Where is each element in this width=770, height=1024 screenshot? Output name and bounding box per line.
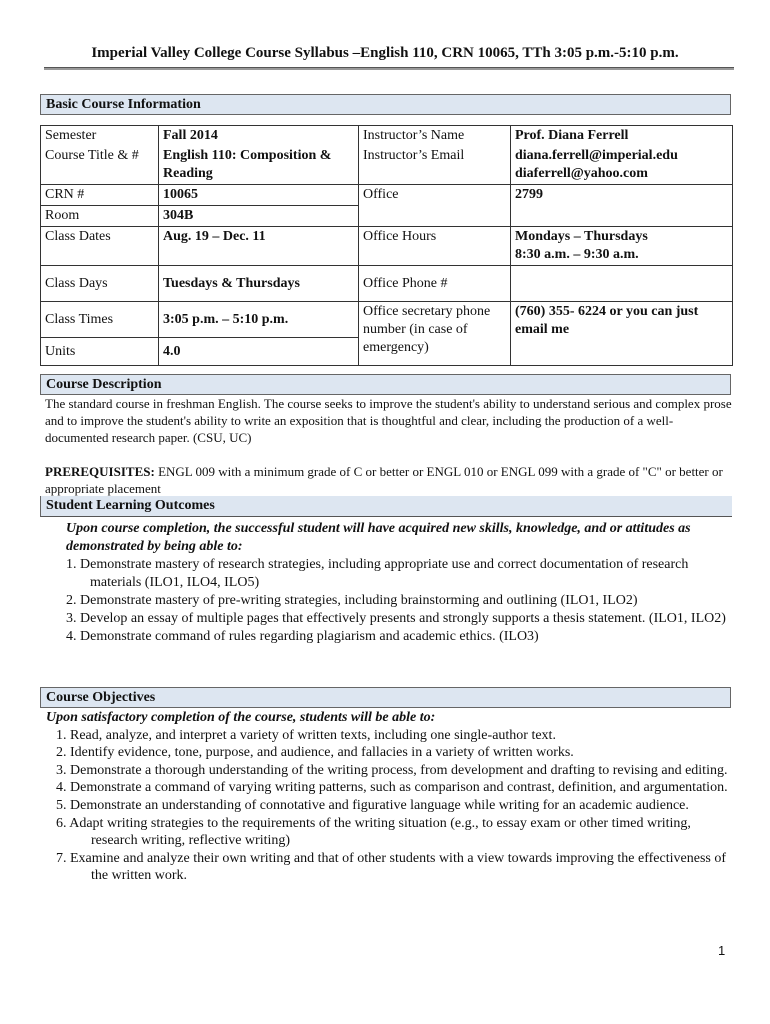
list-item: 3. Develop an essay of multiple pages that effectively presents and strongly supports a thesis statement. (ILO1, ILO2) (66, 611, 726, 626)
room-value: 304B (159, 206, 359, 227)
title-divider (44, 67, 734, 70)
page-title: Imperial Valley College Course Syllabus –English 110, CRN 10065, TTh 3:05 p.m.-5:10 p.m. (91, 45, 679, 61)
instructor-email-label: Instructor’s Email (359, 146, 511, 185)
list-item: 4. Demonstrate command of rules regarding plagiarism and academic ethics. (ILO3) (66, 629, 539, 644)
class-dates-value: Aug. 19 – Dec. 11 (159, 227, 359, 266)
objectives-list (46, 727, 736, 885)
list-item: 3. Demonstrate a thorough understanding of the writing process, from development and drafting to revising and editing. (56, 762, 728, 778)
office-hours-label: Office Hours (359, 227, 511, 266)
office-value: 2799 (511, 185, 733, 227)
secretary-phone-value: (760) 355- 6224 or you can just email me (511, 302, 733, 366)
course-info-table (40, 125, 733, 366)
course-description-heading: Course Description (40, 374, 731, 395)
course-title-value: English 110: Composition & Reading (159, 146, 359, 185)
prerequisites-paragraph (45, 463, 735, 497)
slo-list (66, 556, 742, 646)
course-description-text: The standard course in freshman English. The course seeks to improve the student's ability to understand serious and complex prose and to improve the student's ability to write an exposition that is thoughtful and clear, including the production of a well-documented research paper. (CSU, UC) (45, 396, 732, 445)
list-item: 2. Demonstrate mastery of pre-writing strategies, including brainstorming and outlining (ILO1, ILO2) (66, 593, 638, 608)
class-dates-label: Class Dates (41, 227, 159, 266)
office-hours-days: Mondays – Thursdays (515, 229, 648, 244)
instructor-name-label: Instructor’s Name (359, 126, 511, 147)
list-item: 1. Read, analyze, and interpret a variety of written texts, including one single-author text. (56, 727, 556, 743)
office-hours-times: 8:30 a.m. – 9:30 a.m. (515, 247, 639, 262)
list-item: 6. Adapt writing strategies to the requirements of the writing situation (e.g., to essay exam or other timed writing, research writing, reflective writing) (56, 815, 691, 849)
office-hours-cell (511, 227, 733, 266)
course-objectives-heading: Course Objectives (40, 687, 731, 708)
office-phone-value (511, 266, 733, 302)
list-item: 7. Examine and analyze their own writing and that of other students with a view towards improving the effectiveness of the written work. (56, 850, 727, 884)
slo-intro: Upon course completion, the successful student will have acquired new skills, knowledge, and or attitudes as demonstrated by being able to: (66, 521, 691, 554)
room-label: Room (41, 206, 159, 227)
instructor-name-value: Prof. Diana Ferrell (511, 126, 733, 147)
course-title-label: Course Title & # (41, 146, 159, 185)
crn-value: 10065 (159, 185, 359, 206)
secretary-phone-label: Office secretary phone number (in case of emergency) (359, 302, 511, 366)
units-label: Units (41, 338, 159, 366)
objectives-intro: Upon satisfactory completion of the course, students will be able to: (46, 710, 436, 725)
office-phone-label: Office Phone # (359, 266, 511, 302)
semester-value: Fall 2014 (159, 126, 359, 147)
page-number: 1 (718, 943, 726, 958)
list-item: 1. Demonstrate mastery of research strategies, including appropriate use and correct documentation of research materials (ILO1, ILO4, ILO5) (66, 557, 689, 590)
list-item: 2. Identify evidence, tone, purpose, and audience, and fallacies in a variety of written works. (56, 745, 574, 761)
class-days-label: Class Days (41, 266, 159, 302)
instructor-email-secondary[interactable]: diaferrell@yahoo.com (515, 166, 648, 181)
prerequisites-text: ENGL 009 with a minimum grade of C or better or ENGL 010 or ENGL 099 with a grade of "C" or better or appropriate placement (45, 464, 723, 496)
prerequisites-label: PREREQUISITES: (45, 464, 155, 479)
class-times-label: Class Times (41, 302, 159, 338)
office-label: Office (359, 185, 511, 227)
list-item: 4. Demonstrate a command of varying writing patterns, such as comparison and contrast, definition, and argumentation. (56, 780, 728, 796)
basic-info-heading: Basic Course Information (40, 94, 731, 115)
instructor-email-cell (511, 146, 733, 185)
slo-heading: Student Learning Outcomes (40, 496, 732, 517)
slo-section (66, 520, 742, 646)
class-days-value: Tuesdays & Thursdays (159, 266, 359, 302)
class-times-value: 3:05 p.m. – 5:10 p.m. (159, 302, 359, 338)
objectives-section (46, 709, 736, 885)
semester-label: Semester (41, 126, 159, 147)
instructor-email-primary[interactable]: diana.ferrell@imperial.edu (515, 148, 678, 163)
units-value: 4.0 (159, 338, 359, 366)
crn-label: CRN # (41, 185, 159, 206)
list-item: 5. Demonstrate an understanding of connotative and figurative language while writing for an academic audience. (56, 797, 689, 813)
